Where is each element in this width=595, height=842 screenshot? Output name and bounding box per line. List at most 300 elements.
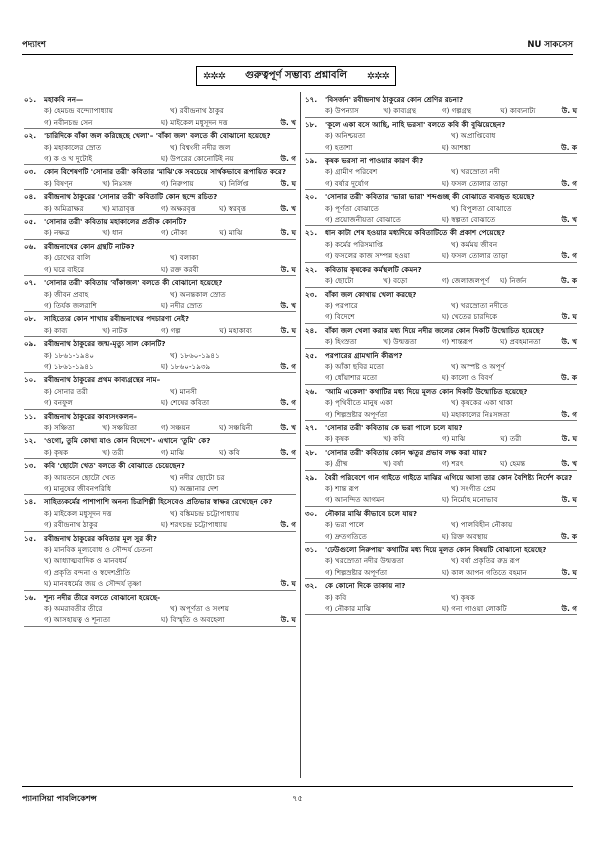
- option: ঘ) কালো ও বিবর্ণ: [441, 373, 493, 383]
- question-text-row: [305, 447, 577, 458]
- question-text-row: [305, 386, 577, 397]
- answer-key: উ. খ: [280, 203, 296, 213]
- question-item: [24, 533, 296, 591]
- answer-key: উ. গ: [280, 520, 297, 530]
- question-options: [24, 178, 296, 190]
- option: ক) বিষণ্ন: [44, 178, 73, 188]
- question-item: [24, 435, 296, 459]
- question-text-row: [24, 592, 296, 603]
- option: ক) জীবন প্রবাহ: [44, 289, 89, 299]
- question-number: ০৬.: [24, 241, 37, 251]
- option: ঘ) মাঝি: [219, 228, 243, 238]
- option: ঘ) ১৮৬০-১৯৩৯: [160, 361, 211, 371]
- question-number: ১৪.: [24, 497, 37, 507]
- option-row: [305, 458, 577, 469]
- option: ঘ) গনা গাওয়া লোকটি: [441, 604, 507, 614]
- question-text-row: [305, 422, 577, 433]
- option: গ) বনফুল: [44, 398, 73, 408]
- option: ঘ) কবি: [219, 447, 240, 457]
- question-text: সাহিত্যের কোন শাখায় রবীন্দ্রনাথের পদচারণা নেই?: [44, 314, 189, 324]
- question-item: [305, 422, 577, 446]
- option-row: [24, 361, 296, 372]
- option: গ) শান্তরূপ: [441, 337, 473, 347]
- option: গ) গল্পগ্রন্থ: [441, 106, 472, 116]
- option-row: [24, 483, 296, 494]
- option: গ) হতাশা: [325, 142, 353, 152]
- option: ঘ) নির্জন: [499, 276, 527, 286]
- page-header: [22, 38, 573, 52]
- option-row: [24, 614, 296, 625]
- question-text-row: [24, 130, 296, 141]
- answer-key: উ. ঘ: [280, 579, 296, 589]
- option-row: [305, 409, 577, 420]
- option: খ) খরস্রোতা নদী: [451, 167, 500, 177]
- option: ঘ) স্বরবৃত্ত: [219, 203, 247, 213]
- option: গ) গল্প: [160, 325, 181, 335]
- option-row: [24, 117, 296, 128]
- option: খ) বড়ো: [383, 276, 408, 286]
- question-text: কোন বিশেষণটি 'সোনার তরী' কবিতার 'মাঝি'কে সবচেয়ে সার্থকভাবে রূপায়িত করে?: [44, 167, 287, 177]
- option: ক) কৃষক: [44, 447, 69, 457]
- question-number: ০২.: [24, 131, 37, 141]
- question-item: [24, 374, 296, 409]
- question-text: রবীন্দ্রনাথ ঠাকুরের কবিতার মূল সুর কী?: [44, 533, 157, 543]
- question-text: নৌকার মাঝি কীভাবে চলে যায়?: [325, 508, 418, 518]
- option: ক) মহাকালের স্রোত: [44, 142, 102, 152]
- option: খ) নিঃসঙ্গ: [102, 178, 132, 188]
- question-text: 'আমি একেলা' কথাটির মধ্য দিয়ে মূলত কোন দিকটি উন্মোচিত হয়েছে?: [325, 386, 528, 396]
- question-item: [305, 191, 577, 226]
- option-row: [305, 603, 577, 614]
- question-options: [305, 458, 577, 470]
- question-number: ৩১.: [305, 545, 318, 555]
- question-options: [24, 350, 296, 374]
- question-item: [24, 592, 296, 627]
- option: ঘ) নদীর স্রোত: [160, 300, 203, 310]
- option-row: [24, 447, 296, 458]
- option: খ) কর্মময় জীবন: [451, 239, 498, 249]
- option: খ) তরী: [102, 447, 124, 457]
- option: খ) খরস্রোতা নদীতে: [451, 300, 508, 310]
- answer-key: উ. ঘ: [561, 106, 578, 116]
- option: খ) নাটক: [102, 325, 128, 335]
- question-number: ০৮.: [24, 314, 37, 324]
- option: গ) তির্যক জলরাশি: [44, 300, 97, 310]
- question-item: [305, 119, 577, 154]
- answer-key: উ. ঘ: [280, 325, 297, 335]
- header-book-name: NU সাকসেস: [527, 40, 573, 50]
- option: গ) নৌকা: [160, 228, 188, 238]
- question-text: 'বিসর্জন' রবীন্দ্রনাথ ঠাকুরের কোন শ্রেণির রচনা?: [325, 95, 464, 104]
- question-text-row: [305, 289, 577, 300]
- option-row: [24, 227, 296, 238]
- answer-key: উ. ঘ: [280, 615, 296, 625]
- option-row: [305, 555, 577, 566]
- question-text: 'ওগো, তুমি কোথা যাও কোন বিদেশে'- এখানে 'তুমি' কে?: [44, 436, 211, 446]
- option: গ) শরৎ: [441, 459, 464, 469]
- question-options: [24, 422, 296, 434]
- answer-key: উ. গ: [561, 604, 578, 614]
- answer-key: উ. ঘ: [561, 567, 577, 577]
- question-options: [24, 508, 296, 532]
- option: ক) ভরা পালে: [325, 520, 365, 530]
- option: গ) জেলাজলপূর্ণ: [441, 276, 490, 286]
- page-number: ৭৫: [292, 793, 303, 803]
- option: ক) ১৮৬১-১৯৪০: [44, 350, 95, 360]
- answer-key: উ. গ: [280, 361, 297, 371]
- option: ঘ) মাইকেল মধুসূদন দত্ত: [160, 117, 228, 127]
- question-item: [24, 313, 296, 337]
- question-text: সাহিত্যকর্মের পাশাপাশি অনন্য চিত্রশিল্পী হিসেবেও প্রতিভার স্বাক্ষর রেখেছেন কে?: [44, 497, 273, 507]
- question-number: ১১.: [24, 411, 37, 421]
- question-text: রবীন্দ্রনাথ ঠাকুরের জন্ম-মৃত্যু সাল কোনটি?: [44, 339, 166, 349]
- option: গ) ধোঁয়াশার মতো: [325, 373, 378, 383]
- column-divider: [300, 92, 301, 778]
- option-row: [305, 178, 577, 189]
- question-number: ১২.: [24, 436, 37, 446]
- question-options: [24, 142, 296, 166]
- question-text: পরপারের গ্রামখানি কীরূপ?: [325, 350, 403, 360]
- section-title-band: [196, 66, 396, 86]
- option: গ) অক্ষরবৃত্ত: [160, 203, 196, 213]
- question-text-row: [305, 580, 577, 591]
- question-text-row: [24, 191, 296, 202]
- question-number: ১৯.: [305, 156, 318, 166]
- question-item: [305, 472, 577, 507]
- option: গ) প্রকৃতি বন্দনা ও স্বদেশপ্রীতি: [44, 567, 131, 577]
- option: ক) গ্রামীণ পরিবেশ: [325, 167, 378, 177]
- question-text-row: [24, 241, 296, 252]
- option-row: [305, 250, 577, 261]
- option: খ) সংগীত প্রেম: [451, 484, 496, 493]
- question-text-row: [305, 508, 577, 519]
- question-text: 'সোনার তরী' কবিতায় কোন ঋতুর প্রভাব লক্ষ করা যায়?: [325, 447, 487, 457]
- page-footer: [22, 792, 573, 806]
- question-text: কৃষক ভরসা না পাওয়ার কারণ কী?: [325, 156, 424, 166]
- option: গ) ১৮৬১-১৯৪১: [44, 361, 94, 371]
- question-options: [24, 252, 296, 276]
- question-options: [305, 361, 577, 385]
- question-text: 'সোনার তরী' কবিতায় কে ভরা পালে চলে যায়?: [325, 422, 463, 432]
- question-item: [305, 580, 577, 615]
- option: গ) মাঝি: [160, 447, 185, 457]
- option-row: [24, 153, 296, 164]
- option: গ) রবীন্দ্রনাথ ঠাকুর: [44, 520, 98, 530]
- option: খ) কৃষকের একা থাকা: [451, 398, 513, 408]
- option-row: [24, 508, 296, 519]
- question-item: [305, 386, 577, 421]
- question-number: ২০.: [305, 192, 318, 202]
- option: ঘ) অজ্ঞানার দেশ: [170, 484, 219, 493]
- question-options: [24, 105, 296, 129]
- question-number: ০১.: [24, 95, 37, 104]
- answer-key: উ. ক: [561, 276, 577, 286]
- question-text: কবি 'ছোটো খেত' বলতে কী বোঝাতে চেয়েছেন?: [44, 461, 185, 471]
- question-number: ২৭.: [305, 422, 318, 432]
- option: খ) অনন্তকাল স্রোত: [170, 289, 226, 299]
- option: খ) কবি: [383, 434, 405, 444]
- question-text-row: [24, 216, 296, 227]
- question-item: [305, 227, 577, 262]
- question-text-row: [24, 277, 296, 288]
- option: ঘ) মহাকালের নিঃসঙ্গতা: [441, 409, 510, 419]
- question-number: ১৮.: [305, 119, 318, 129]
- question-text: বাঁকা জল খেলা করার মধ্য দিয়ে নদীর জলের কোন দিকটি উন্মোচিত হয়েছে?: [325, 325, 545, 335]
- answer-key: উ. গ: [561, 251, 578, 261]
- option: ক) শান্ত রূপ: [325, 484, 359, 493]
- question-text-row: [24, 533, 296, 544]
- answer-key: উ. খ: [561, 215, 577, 225]
- question-text-row: [24, 435, 296, 446]
- option-row: [305, 214, 577, 225]
- question-text: কবিতায় কৃষকের কর্মস্থলটি কেমন?: [325, 264, 422, 274]
- question-text: 'সোনার তরী' কবিতায় মহাকালের প্রতীক কোনটি?: [44, 217, 187, 227]
- option: ঘ) রিক্ত অবস্থায়: [441, 531, 488, 541]
- question-text: রবীন্দ্রনাথ ঠাকুরের 'সোনার তরী' কবিতাটি কোন ছন্দে রচিত?: [44, 192, 218, 202]
- question-text-row: [24, 374, 296, 385]
- option: ক) নক্ষত্র: [44, 228, 70, 238]
- question-item: [305, 264, 577, 288]
- question-column-left: [24, 94, 296, 628]
- option: ঘ) শরৎচন্দ্র চট্টোপাধ্যায়: [160, 520, 228, 530]
- question-text-row: [305, 350, 577, 361]
- question-text-row: [305, 94, 577, 105]
- question-options: [305, 105, 577, 117]
- question-options: [305, 592, 577, 616]
- section-title: গুরুত্বপূর্ণ সম্ভাব্য প্রশ্নাবলি: [245, 69, 347, 81]
- question-text: ধান কাটা শেষ হওয়ার মধ্যদিয়ে কবিতাটিতে কী প্রকাশ পেয়েছে?: [325, 228, 506, 238]
- question-options: [24, 472, 296, 496]
- option-row: [24, 252, 296, 263]
- option: ক) অমিত্রাক্ষর: [44, 203, 84, 213]
- question-number: ২৩.: [305, 289, 318, 299]
- question-number: ০৫.: [24, 217, 37, 227]
- question-item: [24, 460, 296, 495]
- question-column-right: [305, 94, 577, 616]
- question-number: ২৫.: [305, 350, 318, 360]
- question-item: [305, 289, 577, 324]
- answer-key: উ. ঘ: [561, 495, 577, 505]
- answer-key: উ. ঘ: [280, 228, 297, 238]
- option-row: [305, 519, 577, 530]
- option: ক) পরপারে: [325, 300, 358, 310]
- option-row: [305, 203, 577, 214]
- option: গ) আনন্দিত আগমন: [325, 495, 385, 505]
- question-options: [305, 433, 577, 445]
- question-number: ২১.: [305, 228, 318, 238]
- question-item: [24, 496, 296, 531]
- option: খ) আধ্যাত্মবাদিক ও মানবধর্ম: [44, 556, 127, 566]
- question-options: [305, 555, 577, 579]
- question-item: [24, 411, 296, 435]
- option-row: [305, 433, 577, 444]
- answer-key: উ. ক: [561, 531, 577, 541]
- option-row: [305, 130, 577, 141]
- option: গ) নবীনচন্দ্র সেন: [44, 117, 93, 127]
- answer-key: উ. খ: [280, 300, 296, 310]
- question-options: [24, 203, 296, 215]
- question-number: ০৩.: [24, 167, 37, 177]
- question-item: [305, 350, 577, 385]
- question-options: [24, 325, 296, 337]
- question-number: ১০.: [24, 375, 37, 385]
- option-row: [305, 531, 577, 542]
- option: ঘ) স্বল্পতা বোঝাতে: [441, 215, 496, 225]
- answer-key: উ. গ: [280, 398, 297, 408]
- option-row: [305, 300, 577, 311]
- title-star-left-icon: ✲✲✲: [203, 70, 226, 82]
- question-item: [24, 277, 296, 312]
- option: খ) কাব্যগ্রন্থ: [383, 106, 417, 116]
- option: খ) নদীর ছোটো চর: [170, 472, 225, 482]
- question-options: [305, 483, 577, 507]
- option: গ) মাঝি: [441, 434, 466, 444]
- question-options: [305, 166, 577, 190]
- question-text-row: [24, 166, 296, 177]
- option: ঘ) তরী: [500, 434, 522, 444]
- option: গ) ক ও খ দুটোই: [44, 154, 93, 164]
- option: ক) অমরাবতীর তীরে: [44, 604, 103, 614]
- option: খ) বর্ষা প্রকৃতির রুদ্র রূপ: [451, 556, 520, 566]
- answer-key: উ. গ: [280, 154, 297, 164]
- header-section-label: পদ্যাংশ: [22, 40, 46, 50]
- option: ঘ) শেষের কবিতা: [160, 398, 210, 408]
- option-row: [24, 350, 296, 361]
- option: গ) শিল্পস্রষ্টার অপূর্ণতা: [325, 409, 388, 419]
- answer-key: উ. গ: [561, 178, 578, 188]
- question-item: [305, 447, 577, 471]
- question-text: রবীন্দ্রনাথ ঠাকুরের প্রথম কাব্যগ্রন্থের নাম–: [44, 375, 161, 385]
- option: খ) ধান: [102, 228, 123, 238]
- option: খ) মাত্রাবৃত্ত: [102, 203, 135, 213]
- option: ক) সঞ্চিতা: [44, 422, 75, 432]
- answer-key: উ. খ: [280, 422, 296, 432]
- option: ক) ছোটো: [325, 276, 354, 286]
- option: খ) সঞ্চয়িতা: [102, 422, 137, 432]
- option: গ) প্রয়োজনীয়তা বোঝাতে: [325, 215, 401, 225]
- option: ক) পূর্ণতা বোঝাতে: [325, 203, 379, 213]
- question-number: ১৭.: [305, 95, 318, 104]
- question-options: [305, 519, 577, 543]
- option: ক) চোখের বালি: [44, 253, 91, 263]
- question-item: [24, 241, 296, 276]
- question-number: ১৫.: [24, 533, 37, 543]
- question-options: [24, 447, 296, 459]
- question-number: ১৬.: [24, 592, 37, 602]
- answer-key: উ. ঘ: [561, 312, 577, 322]
- option: ঘ) মহাকাব্য: [219, 325, 252, 335]
- option-row: [24, 300, 296, 311]
- question-number: ০৭.: [24, 278, 37, 288]
- question-options: [305, 203, 577, 227]
- option: ঘ) বিস্মৃতি ও অবহেলা: [160, 615, 225, 625]
- option: ক) আয়তনে ছোটো খেত: [44, 472, 116, 482]
- option: খ) ১৮৬০-১৯৪১: [170, 350, 220, 360]
- question-options: [305, 130, 577, 154]
- answer-key: উ. ঘ: [280, 264, 296, 274]
- question-text: বাঁকা জল কোথায় খেলা করছে?: [325, 289, 417, 299]
- option: ক) কবি: [325, 592, 347, 602]
- option: গ) নিরুপায়: [160, 178, 194, 188]
- option: ঘ) উপরের কোনোটিই নয়: [160, 154, 234, 164]
- option: ঘ) নির্মোহ মনোভাব: [441, 495, 498, 505]
- option: খ) বলাকা: [170, 253, 199, 263]
- option: খ) বিশ্বংসী নদীর জল: [170, 142, 231, 152]
- option: খ) মানসী: [170, 386, 197, 396]
- answer-key: উ. ঘ: [561, 434, 578, 444]
- option: খ) অপ্রাপ্তিবোধ: [451, 131, 496, 141]
- option-row: [24, 264, 296, 275]
- question-text-row: [24, 496, 296, 507]
- question-text-row: [305, 325, 577, 336]
- question-text: 'কূলে একা বসে আছি, নাহি ভরসা' বলতে কবি কী বুঝিয়েছেন?: [325, 119, 506, 129]
- option-row: [24, 472, 296, 483]
- question-text-row: [305, 264, 577, 275]
- option-row: [24, 422, 296, 433]
- question-options: [24, 603, 296, 627]
- question-text-row: [24, 460, 296, 471]
- option: গ) দ্রুতগতিতে: [325, 531, 367, 541]
- question-text-row: [305, 119, 577, 130]
- question-number: ২৯.: [305, 472, 318, 482]
- option: ক) খরস্রোতা নদীর উন্মত্ততা: [325, 556, 404, 566]
- question-text: 'সোনার তরী' কবিতায় 'বাঁকাজল' বলতে কী বোঝানো হয়েছে?: [44, 278, 223, 288]
- option: গ) সঞ্চয়ন: [160, 422, 191, 432]
- option: ঘ) নির্লিপ্ত: [219, 178, 249, 188]
- option: খ) বর্ষা: [383, 459, 404, 469]
- option-row: [305, 336, 577, 347]
- question-item: [24, 338, 296, 373]
- option-row: [305, 311, 577, 322]
- option: ক) আঁকা ছবির মতো: [325, 361, 384, 371]
- option: ক) হেমচন্দ্র বন্দ্যোপাধ্যায়: [44, 106, 113, 116]
- option-row: [24, 519, 296, 530]
- question-item: [305, 544, 577, 579]
- option-row: [305, 166, 577, 177]
- header-rule: [22, 54, 573, 55]
- answer-key: উ. খ: [561, 459, 577, 469]
- option-row: [24, 567, 296, 578]
- option-row: [305, 494, 577, 505]
- answer-key: উ. ঘ: [280, 178, 297, 188]
- option: ঘ) ফসল তোলার তাড়া: [441, 251, 508, 261]
- option-row: [305, 361, 577, 372]
- question-text: মহাকবি নন—: [44, 95, 84, 104]
- question-number: ২৮.: [305, 447, 318, 457]
- question-text-row: [24, 411, 296, 422]
- option: ঘ) আশঙ্কা: [441, 142, 471, 152]
- question-options: [305, 275, 577, 287]
- option: ক) সোনার তরী: [44, 386, 88, 396]
- question-number: ৩০.: [305, 508, 318, 518]
- option: খ) অপূর্ণতা ও সংশয়: [170, 604, 229, 614]
- option-row: [24, 289, 296, 300]
- question-number: ২২.: [305, 264, 318, 274]
- option-row: [305, 239, 577, 250]
- answer-key: উ. খ: [561, 337, 577, 347]
- option-row: [24, 603, 296, 614]
- option: খ) কৃষক: [451, 592, 475, 602]
- question-text: 'চারিদিকে বাঁকা জল করিছেছে খেলা'– 'বাঁকা জল' বলতে কী বোঝানো হয়েছে?: [44, 131, 271, 141]
- question-item: [24, 94, 296, 129]
- answer-key: উ. গ: [561, 409, 578, 419]
- question-text-row: [305, 155, 577, 166]
- question-options: [24, 386, 296, 410]
- option-row: [305, 592, 577, 603]
- option-row: [24, 555, 296, 566]
- option: ক) অনিশ্চয়তা: [325, 131, 366, 141]
- option: গ) ঘরে বাইরে: [44, 264, 85, 274]
